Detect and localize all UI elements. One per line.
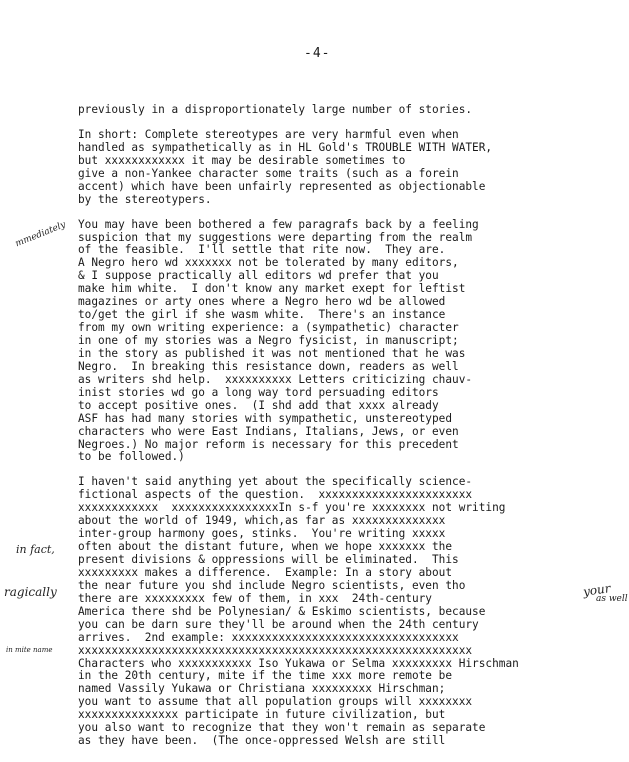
text-line: I haven't said anything yet about the specifically science-: [78, 475, 473, 489]
paragraph: [78, 129, 618, 207]
margin-note-in-fact: in fact,: [16, 543, 55, 556]
text-line: previously in a disproportionately large number of stories.: [78, 103, 473, 116]
text-line: xxxxxxxxxxxx xxxxxxxxxxxxxxxxIn s-f you're xxxxxxxx not writing: [78, 501, 506, 515]
text-line: as writers shd help. xxxxxxxxxx Letters criticizing chauv-: [78, 372, 473, 386]
text-line: & I suppose practically all editors wd prefer that you: [78, 269, 439, 283]
text-line: to/get the girl if she wasm white. There's an instance: [78, 308, 446, 322]
text-line: in the 20th century, mite if the time xxx more remote be: [78, 669, 453, 683]
text-line: you can be darn sure they'll be around when the 24th century: [78, 617, 479, 631]
text-line: inist stories wd go a long way tord persuading editors: [78, 385, 439, 399]
text-line: there are xxxxxxxxx few of them, in xxx 24th-century: [78, 591, 432, 605]
text-line: fictional aspects of the question. xxxxxxxxxxxxxxxxxxxxxxx: [78, 488, 473, 502]
text-line: about the world of 1949, which,as far as xxxxxxxxxxxxxx: [78, 514, 446, 528]
text-line: in the story as published it was not mentioned that he was: [78, 346, 466, 360]
text-line: handled as sympathetically as in HL Gold's TROUBLE WITH WATER,: [78, 140, 493, 154]
text-line: you want to assume that all population groups will xxxxxxxx: [78, 695, 473, 709]
text-line: to accept positive ones. (I shd add that xxxx already: [78, 398, 439, 412]
text-line: you also want to recognize that they won't remain as separate: [78, 721, 486, 735]
text-line: of the feasible. I'll settle that rite now. They are.: [78, 243, 446, 257]
text-line: named Vassily Yukawa or Christiana xxxxxxxxx Hirschman;: [78, 682, 446, 696]
paragraph: [78, 476, 618, 748]
page-number: -4-: [304, 46, 331, 61]
text-line: to be followed.): [78, 450, 185, 464]
text-line: xxxxxxxxxxxxxxx participate in future civilization, but: [78, 708, 446, 722]
text-line: present divisions & oppressions will be eliminated. This: [78, 553, 459, 566]
margin-note-immediately: mmediately: [14, 220, 68, 250]
text-line: Negroes.) No major reform is necessary for this precedent: [78, 437, 459, 451]
text-line: accent) which have been unfairly represented as objectionable: [78, 179, 486, 193]
text-line: You may have been bothered a few paragrafs back by a feeling: [78, 217, 479, 231]
text-line: in one of my stories was a Negro fysicist, in manuscript;: [78, 334, 459, 347]
text-line: suspicion that my suggestions were departing from the realm: [78, 230, 473, 244]
text-line: by the stereotypers.: [78, 192, 212, 206]
text-line: magazines or arty ones where a Negro hero wd be allowed: [78, 295, 446, 309]
text-line: characters who were East Indians, Italians, Jews, or even: [78, 424, 459, 438]
margin-note-in-mite-name: in mite name: [6, 646, 53, 654]
text-line: ASF has had many stories with sympathetic, unstereotyped: [78, 411, 453, 425]
text-line: inter-group harmony goes, stinks. You're writing xxxxx: [78, 527, 446, 541]
text-line: often about the distant future, when we hope xxxxxxx the: [78, 540, 453, 554]
text-line: Characters who xxxxxxxxxxx Iso Yukawa or Selma xxxxxxxxx Hirschman: [78, 656, 519, 670]
text-line: give a non-Yankee character some traits (such as a forein: [78, 166, 459, 180]
text-line: xxxxxxxxx makes a difference. Example: In a story about: [78, 565, 453, 579]
paragraph: [78, 219, 618, 465]
text-line: A Negro hero wd xxxxxxx not be tolerated by many editors,: [78, 256, 459, 270]
text-line: In short: Complete stereotypes are very harmful even when: [78, 127, 459, 141]
text-line: America there shd be Polynesian/ & Eskimo scientists, because: [78, 604, 486, 618]
margin-note-tragically: ragically: [4, 585, 57, 599]
margin-note-as-well: as well: [596, 594, 628, 604]
margin-note-your: your: [582, 581, 612, 599]
text-line: xxxxxxxxxxxxxxxxxxxxxxxxxxxxxxxxxxxxxxxxxxxxxxxxxxxxxxxxxxx: [78, 643, 473, 657]
text-line: arrives. 2nd example: xxxxxxxxxxxxxxxxxxxxxxxxxxxxxxxxxx: [78, 630, 459, 644]
text-line: Negro. In breaking this resistance down, readers as well: [78, 359, 459, 373]
text-line: as they have been. (The once-oppressed Welsh are still: [78, 734, 446, 748]
body-text: [78, 104, 618, 760]
text-line: make him white. I don't know any market exept for leftist: [78, 282, 466, 296]
text-line: from my own writing experience: a (sympathetic) character: [78, 321, 459, 335]
text-line: but xxxxxxxxxxxx it may be desirable sometimes to: [78, 153, 406, 167]
paragraph: [78, 104, 618, 117]
text-line: the near future you shd include Negro scientists, even tho: [78, 578, 466, 592]
